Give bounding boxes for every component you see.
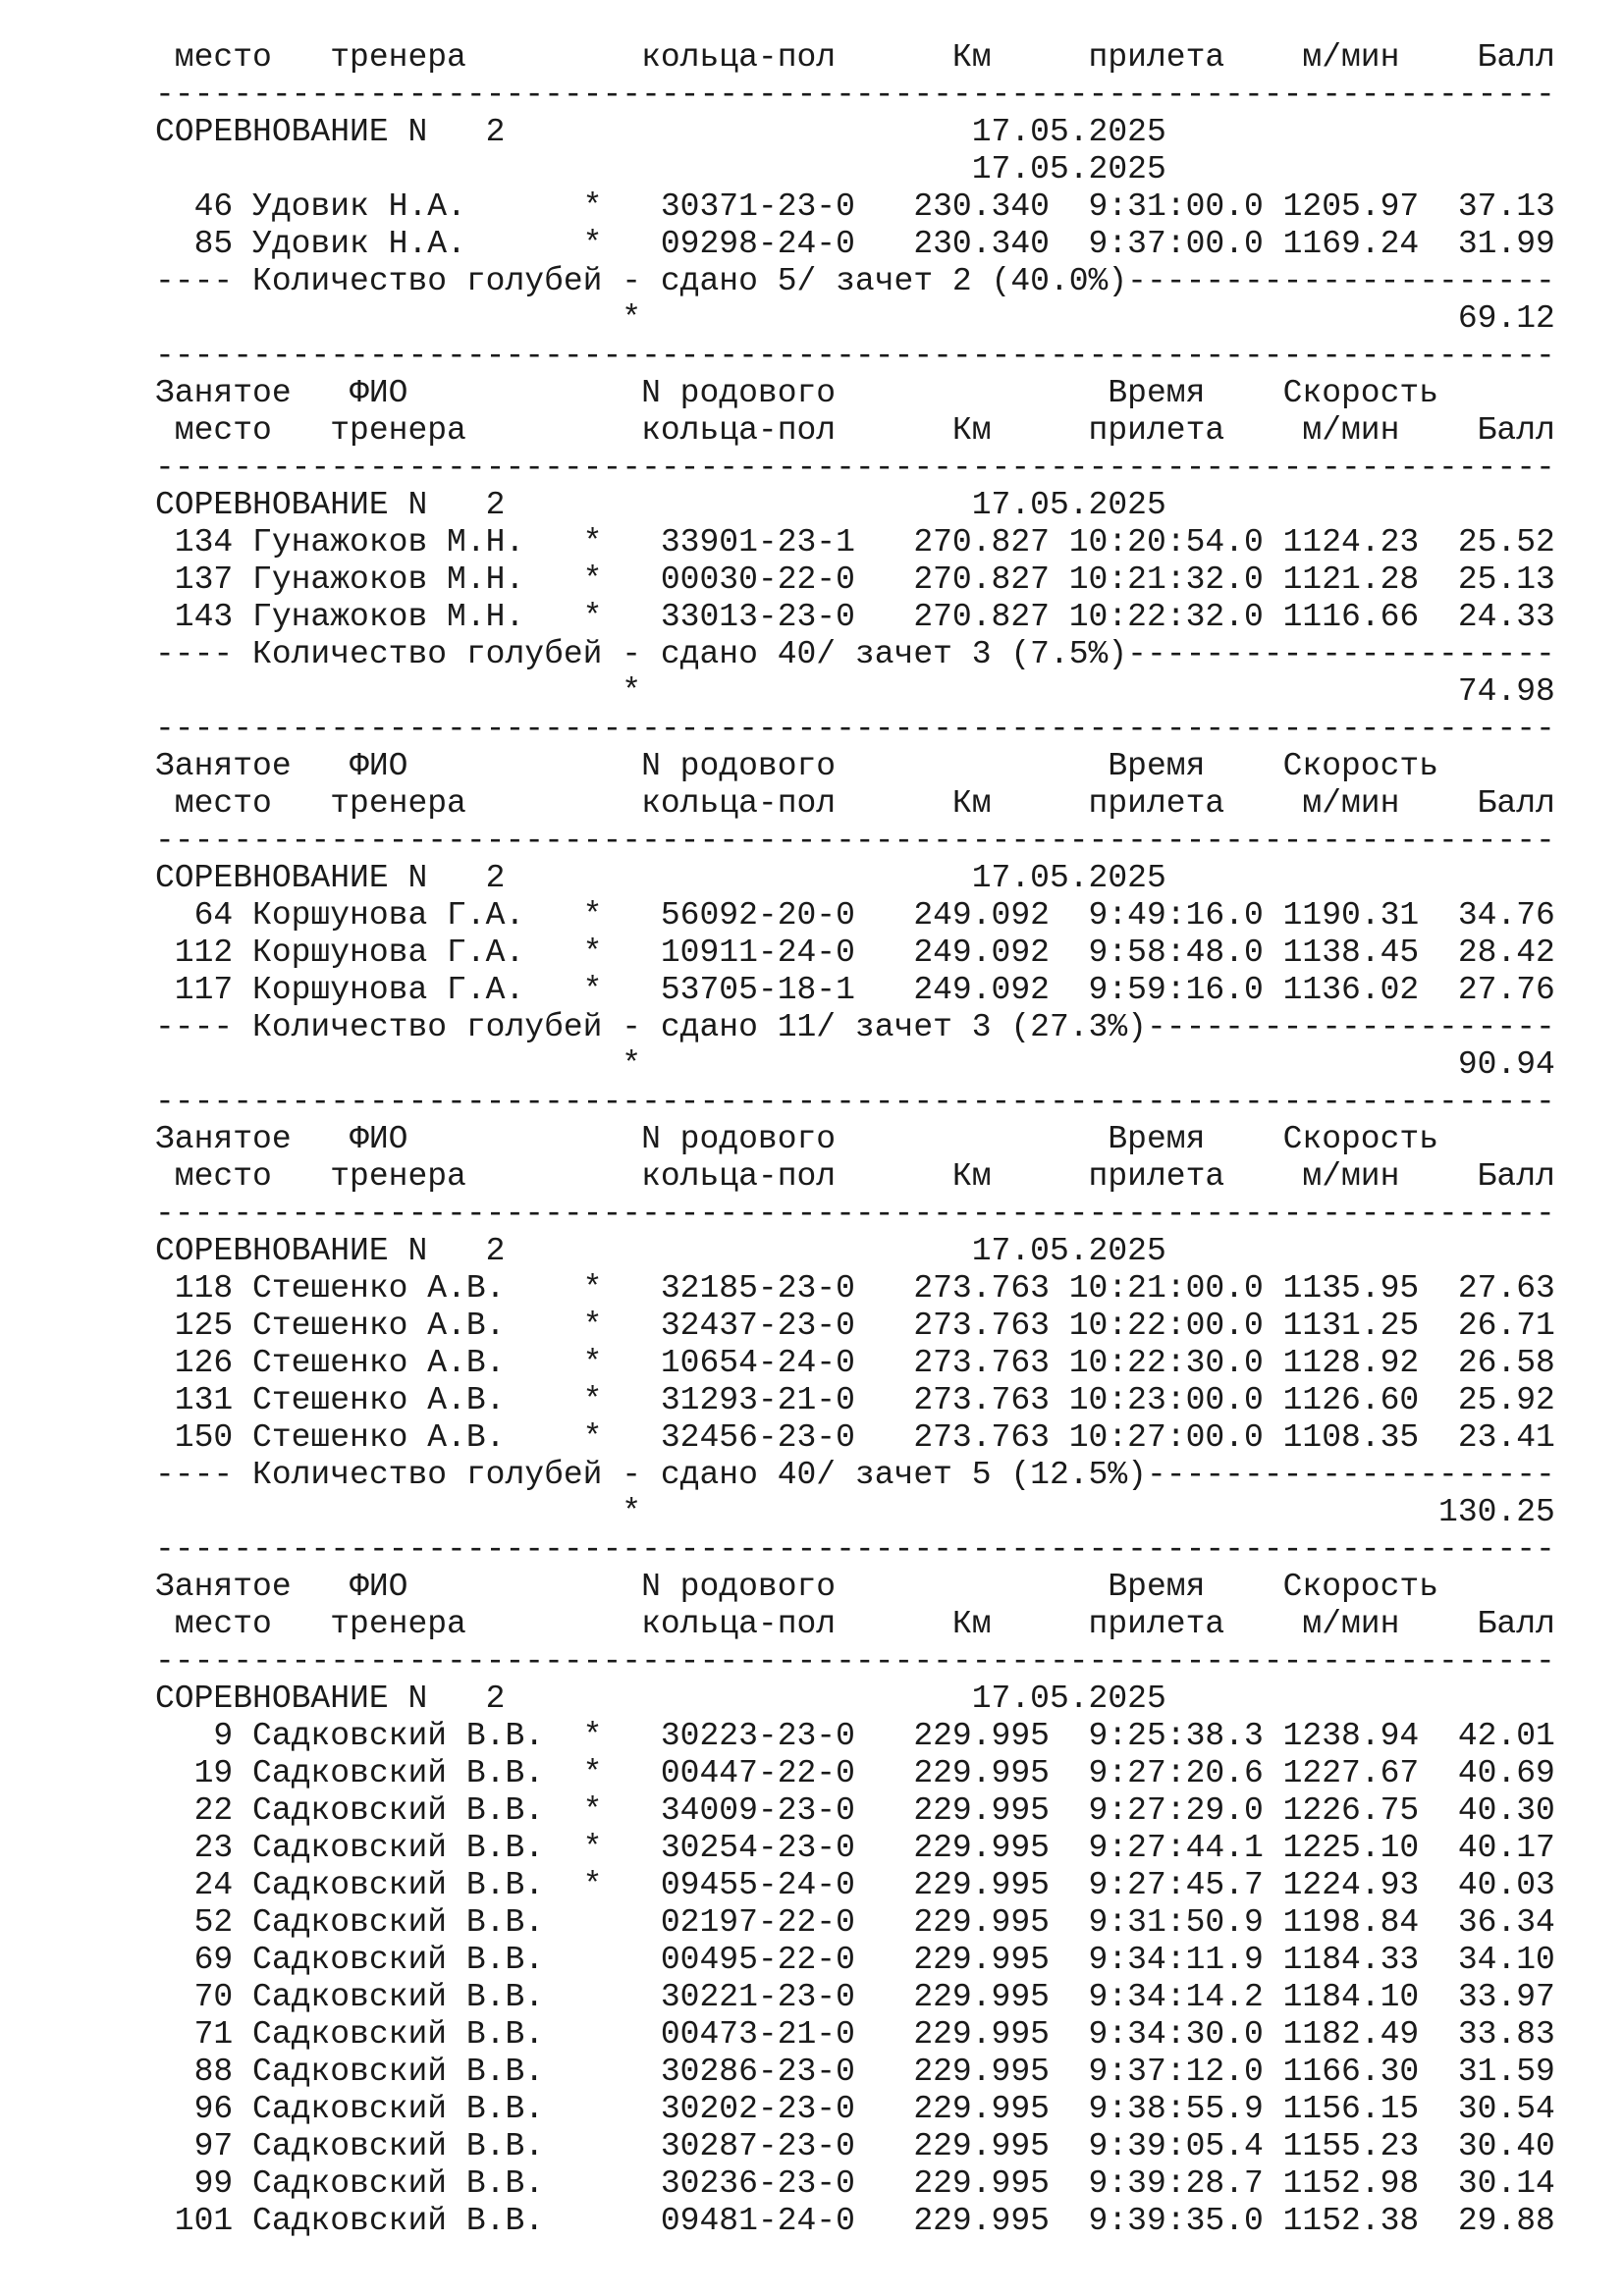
result-row: 137 Гунажоков М.Н. * 00030-22-0 270.827 10:21:32.0 1121.28 25.13 — [155, 561, 1555, 598]
result-row: 24 Садковский В.В. * 09455-24-0 229.995 9:27:45.7 1224.93 40.03 — [155, 1867, 1555, 1903]
result-row: 99 Садковский В.В. 30236-23-0 229.995 9:39:28.7 1152.98 30.14 — [155, 2165, 1555, 2202]
column-header: Занятое ФИО N родового Время Скорость — [155, 375, 1439, 411]
separator-line: ------------------------------------------------------------------------ — [155, 823, 1555, 859]
column-header: место тренера кольца-пол Км прилета м/мин Балл — [155, 412, 1555, 449]
team-total: * 69.12 — [155, 300, 1555, 337]
result-row: 117 Коршунова Г.А. * 53705-18-1 249.092 9:59:16.0 1136.02 27.76 — [155, 972, 1555, 1008]
separator-line: ------------------------------------------------------------------------ — [155, 450, 1555, 486]
competition-header: СОРЕВНОВАНИЕ N 2 17.05.2025 — [155, 1681, 1166, 1717]
result-row: 71 Садковский В.В. 00473-21-0 229.995 9:34:30.0 1182.49 33.83 — [155, 2016, 1555, 2053]
column-header: Занятое ФИО N родового Время Скорость — [155, 1569, 1439, 1605]
result-row: 125 Стешенко А.В. * 32437-23-0 273.763 10:22:00.0 1131.25 26.71 — [155, 1308, 1555, 1344]
separator-line: ------------------------------------------------------------------------ — [155, 338, 1555, 374]
result-row: 23 Садковский В.В. * 30254-23-0 229.995 9:27:44.1 1225.10 40.17 — [155, 1830, 1555, 1866]
separator-line: ------------------------------------------------------------------------ — [155, 1643, 1555, 1680]
result-row: 46 Удовик Н.А. * 30371-23-0 230.340 9:31:00.0 1205.97 37.13 — [155, 188, 1555, 225]
pigeon-count-summary: ---- Количество голубей - сдано 5/ зачет 2 (40.0%)---------------------- — [155, 263, 1555, 299]
result-row: 118 Стешенко А.В. * 32185-23-0 273.763 10:21:00.0 1135.95 27.63 — [155, 1270, 1555, 1307]
pigeon-count-summary: ---- Количество голубей - сдано 11/ зачет 3 (27.3%)--------------------- — [155, 1009, 1555, 1045]
competition-header: СОРЕВНОВАНИЕ N 2 17.05.2025 — [155, 1233, 1166, 1269]
separator-line: ------------------------------------------------------------------------ — [155, 1084, 1555, 1120]
result-row: 112 Коршунова Г.А. * 10911-24-0 249.092 9:58:48.0 1138.45 28.42 — [155, 934, 1555, 971]
result-row: 69 Садковский В.В. 00495-22-0 229.995 9:34:11.9 1184.33 34.10 — [155, 1942, 1555, 1978]
column-header: место тренера кольца-пол Км прилета м/мин Балл — [155, 1158, 1555, 1195]
column-header: место тренера кольца-пол Км прилета м/мин Балл — [155, 785, 1555, 822]
result-row: 22 Садковский В.В. * 34009-23-0 229.995 9:27:29.0 1226.75 40.30 — [155, 1792, 1555, 1829]
result-row: 9 Садковский В.В. * 30223-23-0 229.995 9:25:38.3 1238.94 42.01 — [155, 1718, 1555, 1754]
result-row: 96 Садковский В.В. 30202-23-0 229.995 9:38:55.9 1156.15 30.54 — [155, 2091, 1555, 2127]
result-row: 64 Коршунова Г.А. * 56092-20-0 249.092 9:49:16.0 1190.31 34.76 — [155, 897, 1555, 934]
result-row: 85 Удовик Н.А. * 09298-24-0 230.340 9:37:00.0 1169.24 31.99 — [155, 226, 1555, 262]
result-row: 97 Садковский В.В. 30287-23-0 229.995 9:39:05.4 1155.23 30.40 — [155, 2128, 1555, 2164]
result-row: 70 Садковский В.В. 30221-23-0 229.995 9:34:14.2 1184.10 33.97 — [155, 1979, 1555, 2015]
result-row: 101 Садковский В.В. 09481-24-0 229.995 9:39:35.0 1152.38 29.88 — [155, 2203, 1555, 2239]
column-header: Занятое ФИО N родового Время Скорость — [155, 1121, 1439, 1157]
team-total: * 74.98 — [155, 673, 1555, 710]
separator-line: ------------------------------------------------------------------------ — [155, 711, 1555, 747]
result-row: 126 Стешенко А.В. * 10654-24-0 273.763 10:22:30.0 1128.92 26.58 — [155, 1345, 1555, 1381]
result-row: 19 Садковский В.В. * 00447-22-0 229.995 9:27:20.6 1227.67 40.69 — [155, 1755, 1555, 1791]
competition-header: СОРЕВНОВАНИЕ N 2 17.05.2025 — [155, 487, 1166, 523]
pigeon-count-summary: ---- Количество голубей - сдано 40/ зачет 3 (7.5%)---------------------- — [155, 636, 1555, 672]
result-row: 88 Садковский В.В. 30286-23-0 229.995 9:37:12.0 1166.30 31.59 — [155, 2054, 1555, 2090]
result-row: 150 Стешенко А.В. * 32456-23-0 273.763 10:27:00.0 1108.35 23.41 — [155, 1419, 1555, 1456]
column-header: место тренера кольца-пол Км прилета м/мин Балл — [155, 1606, 1555, 1642]
result-row: 143 Гунажоков М.Н. * 33013-23-0 270.827 10:22:32.0 1116.66 24.33 — [155, 599, 1555, 635]
column-header: Занятое ФИО N родового Время Скорость — [155, 748, 1439, 784]
column-header: место тренера кольца-пол Км прилета м/мин Балл — [155, 39, 1555, 76]
team-total: * 90.94 — [155, 1046, 1555, 1083]
pigeon-count-summary: ---- Количество голубей - сдано 40/ зачет 5 (12.5%)--------------------- — [155, 1457, 1555, 1493]
competition-header: 17.05.2025 — [155, 151, 1166, 187]
team-total: * 130.25 — [155, 1494, 1555, 1530]
result-row: 52 Садковский В.В. 02197-22-0 229.995 9:31:50.9 1198.84 36.34 — [155, 1904, 1555, 1941]
result-row: 131 Стешенко А.В. * 31293-21-0 273.763 10:23:00.0 1126.60 25.92 — [155, 1382, 1555, 1418]
separator-line: ------------------------------------------------------------------------ — [155, 1531, 1555, 1568]
competition-header: СОРЕВНОВАНИЕ N 2 17.05.2025 — [155, 860, 1166, 896]
result-row: 134 Гунажоков М.Н. * 33901-23-1 270.827 10:20:54.0 1124.23 25.52 — [155, 524, 1555, 561]
competition-header: СОРЕВНОВАНИЕ N 2 17.05.2025 — [155, 114, 1166, 150]
race-results-report — [155, 39, 1555, 2240]
separator-line: ------------------------------------------------------------------------ — [155, 1196, 1555, 1232]
separator-line: ------------------------------------------------------------------------ — [155, 77, 1555, 113]
